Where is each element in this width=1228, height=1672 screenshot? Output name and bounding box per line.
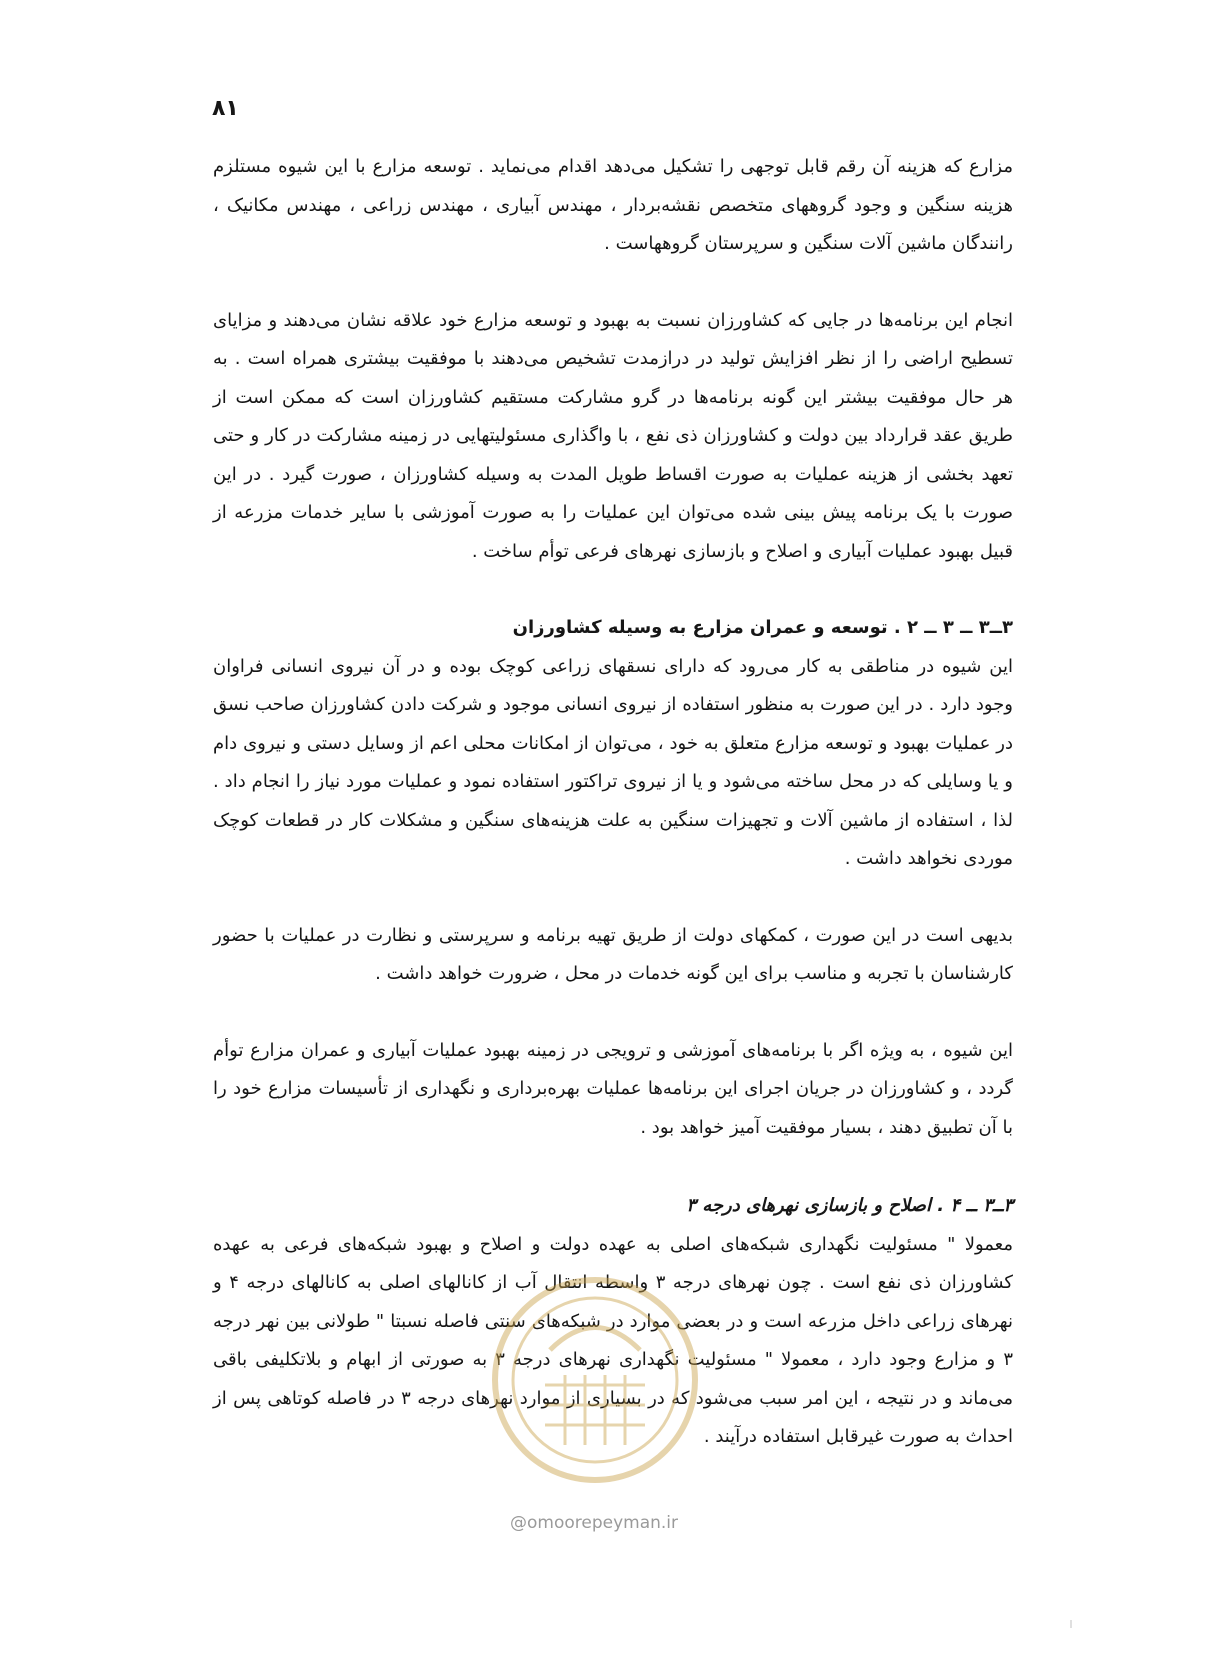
scan-mark: [1070, 1620, 1072, 1628]
paragraph-2: انجام این برنامه‌ها در جایی که کشاورزان نسبت به بهبود و توسعه مزارع خود علاقه نشان می‌دهند و مزایای تسطیح اراضی را از نظر افزایش تولید در درازمدت تشخیص می‌دهند با موفقیت بیشتری همراه است . به هر حال موفقیت بیشتر این گونه برنامه‌ها در گرو مشارکت مستقیم کشاورزان است که ممکن است از طریق عقد قرارداد بین دولت و کشاورزان ذی نفع ، با واگذاری مسئولیتهایی در زمینه مشارکت در کار و حتی تعهد بخشی از هزینه عملیات به صورت اقساط طویل المدت به وسیله کشاورزان ، صورت گیرد . در این صورت با یک برنامه پیش بینی شده می‌توان این عملیات را به صورت آموزشی با سایر خدمات مزرعه از قبیل بهبود عملیات آبیاری و اصلاح و بازسازی نهرهای فرعی توأم ساخت .: [213, 309, 1013, 562]
section-heading-3-3-3-2: ۳ــ۳ ــ ۳ ــ ۲ . توسعه و عمران مزارع به وسیله کشاورزان: [512, 617, 1013, 638]
paragraph-4: بدیهی است در این صورت ، کمکهای دولت از طریق تهیه برنامه و سرپرستی و نظارت در عملیات با حضور کارشناسان با تجربه و مناسب برای این گونه خدمات در محل ، ضرورت خواهد داشت .: [213, 924, 1013, 984]
paragraph-1: مزارع که هزینه آن رقم قابل توجهی را تشکیل می‌دهد اقدام می‌نماید . توسعه مزارع با این شیوه مستلزم هزینه سنگین و وجود گروههای متخصص نقشه‌بردار ، مهندس آبیاری ، مهندس زراعی ، مهندس مکانیک ، رانندگان ماشین آلات سنگین و سرپرستان گروههاست .: [213, 156, 1013, 254]
watermark-url: @omoorepeyman.ir: [510, 1513, 679, 1533]
section-heading-3-3-4: ۳ــ۳ ــ ۴ . اصلاح و بازسازی نهرهای درجه ۳: [686, 1195, 1013, 1216]
watermark-logo: [480, 1265, 710, 1495]
document-body: [213, 148, 1013, 1457]
paragraph-6: معمولا " مسئولیت نگهداری شبکه‌های اصلی به عهده دولت و اصلاح و بهبود شبکه‌های فرعی به عهده کشاورزان ذی نفع است . چون نهرهای درجه ۳ واسطه انتقال آب از کانالهای اصلی به کانالهای درجه ۴ و نهرهای زراعی داخل مزرعه است و در بعضی موارد در شبکه‌های سنتی فاصله نسبتا " طولانی بین نهر درجه ۳ و مزارع وجود دارد ، معمولا " مسئولیت نگهداری نهرهای درجه ۳ به صورتی از ابهام و بلاتکلیفی باقی می‌ماند و در نتیجه ، این امر سبب می‌شود که در بسیاری از موارد نهرهای درجه ۳ در فاصله کوتاهی پس از احداث به صورت غیرقابل استفاده درآیند .: [213, 1233, 1014, 1447]
page-number: ۸۱: [212, 96, 239, 121]
paragraph-5: این شیوه ، به ویژه اگر با برنامه‌های آموزشی و ترویجی در زمینه بهبود عملیات آبیاری و عمران مزارع توأم گردد ، و کشاورزان در جریان اجرای این برنامه‌ها عملیات بهره‌برداری و نگهداری از تأسیسات مزارع خود را با آن تطبیق دهند ، بسیار موفقیت آمیز خواهد بود .: [213, 1039, 1013, 1138]
paragraph-3: این شیوه در مناطقی به کار می‌رود که دارای نسقهای زراعی کوچک بوده و در آن نیروی انسانی فراوان وجود دارد . در این صورت به منظور استفاده از نیروی انسانی موجود و شرکت دادن کشاورزان صاحب نسق در عملیات بهبود و توسعه مزارع متعلق به خود ، می‌توان از امکانات محلی اعم از وسایل دستی و نیروی دام و یا وسایلی که در محل ساخته می‌شود و یا از نیروی تراکتور استفاده نمود و عملیات مورد نیاز را انجام داد . لذا ، استفاده از ماشین آلات و تجهیزات سنگین به علت هزینه‌های سنگین و مشکلات کار در قطعات کوچک موردی نخواهد داشت .: [213, 655, 1013, 869]
